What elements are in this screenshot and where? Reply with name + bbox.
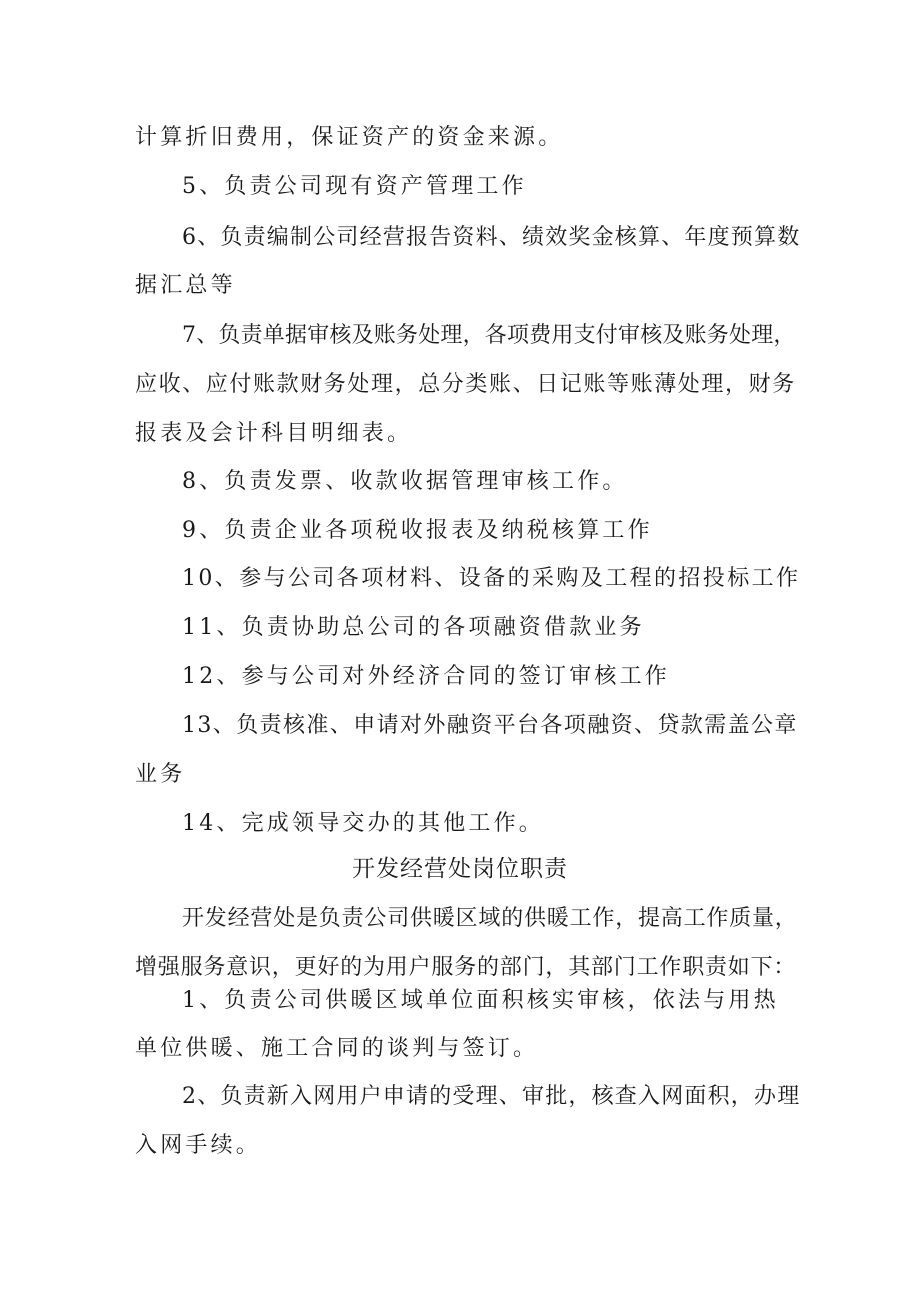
list-item: 9、负责企业各项税收报表及纳税核算工作 xyxy=(182,518,653,543)
list-item: 5、负责公司现有资产管理工作 xyxy=(182,174,527,199)
list-item: 8、负责发票、收款收据管理审核工作。 xyxy=(182,469,628,494)
text-line: 入网手续。 xyxy=(135,1133,262,1158)
list-item: 6、负责编制公司经营报告资料、绩效奖金核算、年度预算数 xyxy=(182,225,801,250)
list-item: 2、负责新入网用户申请的受理、审批，核查入网面积，办理 xyxy=(182,1084,801,1109)
text-line: 计算折旧费用，保证资产的资金来源。 xyxy=(135,125,564,150)
list-item: 11、负责协助总公司的各项融资借款业务 xyxy=(182,615,645,640)
paragraph-line: 增强服务意识，更好的为用户服务的部门，其部门工作职责如下： xyxy=(135,955,797,980)
section-title: 开发经营处岗位职责 xyxy=(352,856,568,882)
paragraph-line: 开发经营处是负责公司供暖区域的供暖工作，提高工作质量， xyxy=(182,906,798,931)
text-line: 业务 xyxy=(135,762,186,787)
list-item: 1、负责公司供暖区域单位面积核实审核，依法与用热 xyxy=(182,988,779,1013)
text-line: 据汇总等 xyxy=(135,273,236,298)
list-item: 14、完成领导交办的其他工作。 xyxy=(182,811,544,836)
list-item: 13、负责核准、申请对外融资平台各项融资、贷款需盖公章 xyxy=(182,713,798,738)
text-line: 应收、应付账款财务处理，总分类账、日记账等账薄处理，财务 xyxy=(135,372,796,397)
text-line: 单位供暖、施工合同的谈判与签订。 xyxy=(135,1036,539,1061)
list-item: 10、参与公司各项材料、设备的采购及工程的招投标工作 xyxy=(182,566,801,591)
list-item: 12、参与公司对外经济合同的签订审核工作 xyxy=(182,664,670,689)
list-item: 7、负责单据审核及账务处理，各项费用支付审核及账务处理， xyxy=(182,323,796,348)
text-line: 报表及会计科目明细表。 xyxy=(135,421,413,446)
